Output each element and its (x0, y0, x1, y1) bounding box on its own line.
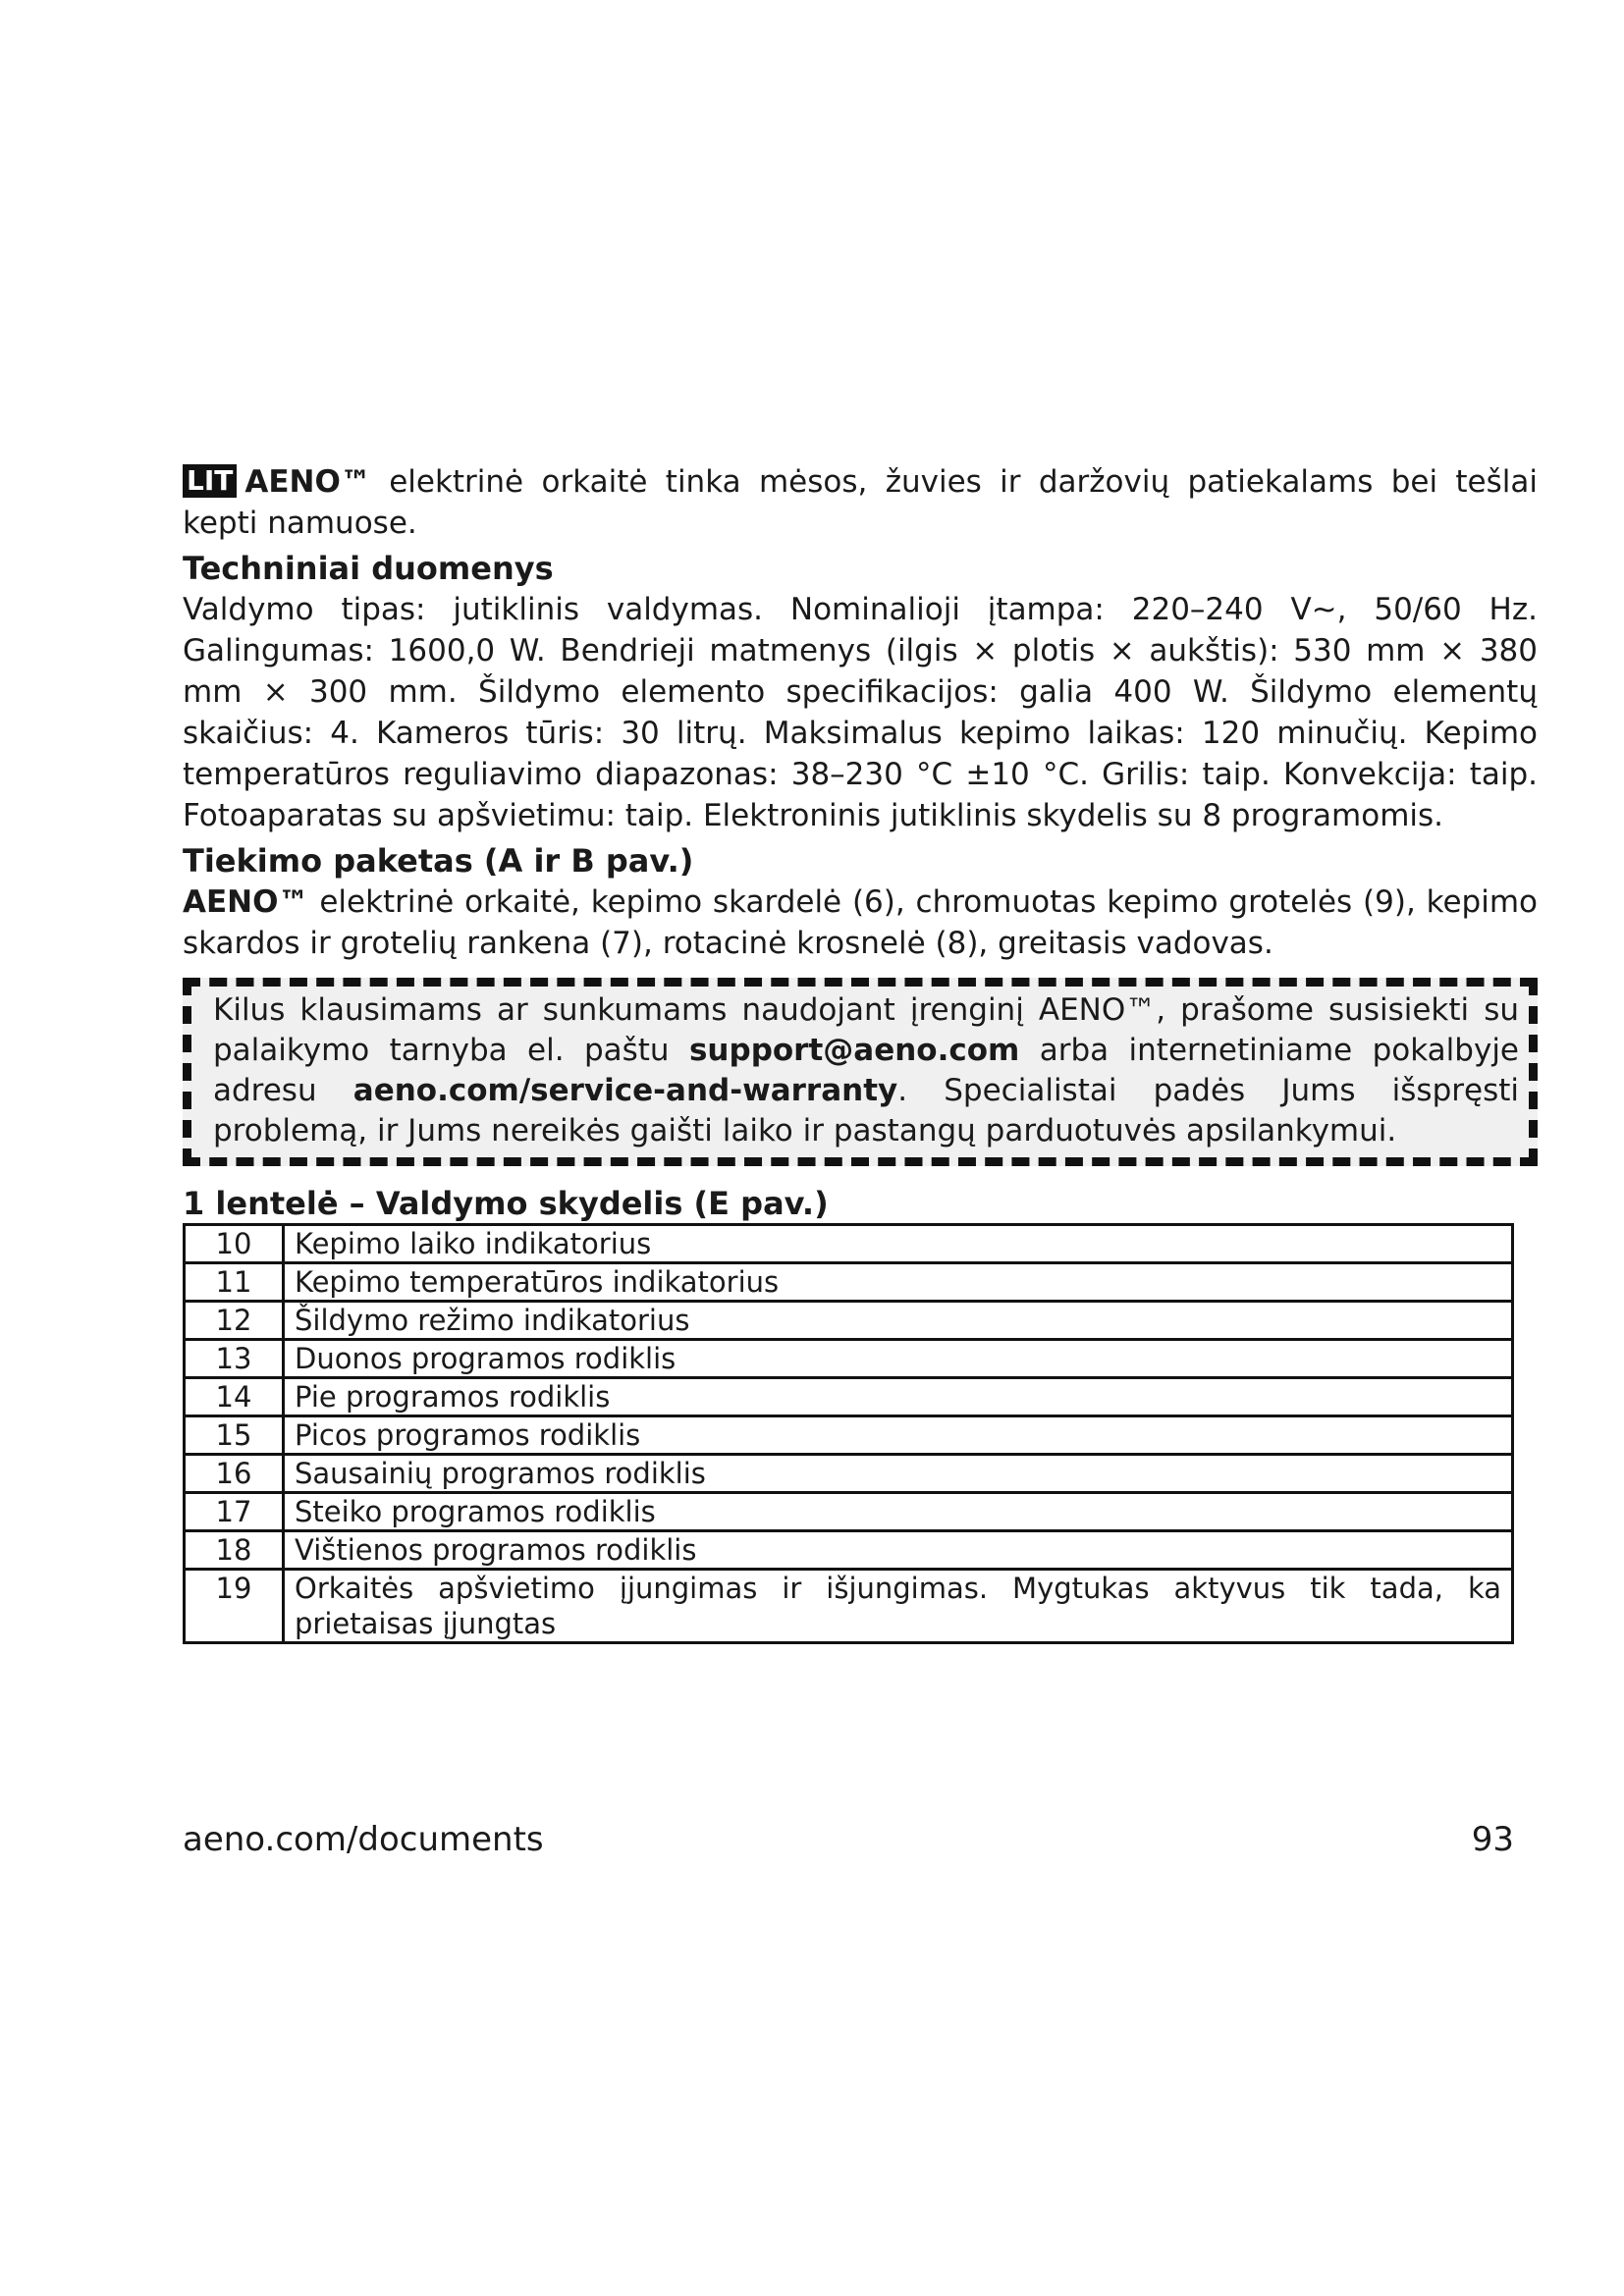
support-email-link[interactable]: support@aeno.com (688, 1033, 1020, 1068)
intro-paragraph (183, 461, 1538, 544)
notice-text-1: Kilus klausimams ar sunkumams naudojant įrenginį AENO™, prašome susisiekti su palaikymo tarnyba el. paštu (213, 992, 1519, 1068)
row-number: 10 (185, 1225, 284, 1263)
notice-text (213, 990, 1519, 1151)
package-text: elektrinė orkaitė, kepimo skardelė (6), chromuotas kepimo grotelės (9), kepimo skardos ir grotelių rankena (7), rotacinė krosnelė (8), greitasis vadovas. (183, 884, 1539, 961)
control-panel-table (183, 1223, 1514, 1644)
intro-brand: AENO™ (244, 464, 371, 500)
table-row (185, 1416, 1513, 1455)
table-row (185, 1455, 1513, 1493)
row-description: Šildymo režimo indikatorius (284, 1302, 1513, 1340)
row-number: 15 (185, 1416, 284, 1455)
row-number: 14 (185, 1378, 284, 1416)
specs-text: Valdymo tipas: jutiklinis valdymas. Nominalioji įtampa: 220–240 V~, 50/60 Hz. Galingumas: 1600,0 W. Bendrieji matmenys (ilgis × plotis × aukštis): 530 mm × 380 mm × 300 mm. Šildymo elemento specifikacijos: galia 400 W. Šildymo elementų skaičius: 4. Kameros tūris: 30 litrų. Maksimalus kepimo laikas: 120 minučių. Kepimo temperatūros reguliavimo diapazonas: 38–230 °C ±10 °C. Grilis: taip. Konvekcija: taip. Fotoaparatas su apšvietimu: taip. Elektroninis jutiklinis skydelis su 8 programomis. (183, 592, 1538, 833)
notice-text-3: . Specialistai padės Jums išspręsti problemą, ir Jums nereikės gaišti laiko ir pastangų parduotuvės apsilankymui. (213, 1073, 1519, 1148)
table-row (185, 1340, 1513, 1378)
support-notice (183, 978, 1538, 1166)
row-description: Kepimo laiko indikatorius (284, 1225, 1513, 1263)
row-description: Vištienos programos rodiklis (284, 1531, 1513, 1570)
package-paragraph (183, 881, 1538, 964)
row-description: Pie programos rodiklis (284, 1378, 1513, 1416)
row-number: 13 (185, 1340, 284, 1378)
row-description: Duonos programos rodiklis (284, 1340, 1513, 1378)
row-number: 16 (185, 1455, 284, 1493)
notice-text-2: arba internetiniame pokalbyje adresu (213, 1033, 1519, 1108)
row-number: 17 (185, 1493, 284, 1531)
package-heading: Tiekimo paketas (A ir B pav.) (183, 842, 694, 880)
page-number: 93 (1471, 1820, 1514, 1859)
service-url-link[interactable]: aeno.com/service-and-warranty (352, 1073, 898, 1108)
row-description: Sausainių programos rodiklis (284, 1455, 1513, 1493)
table-row (185, 1570, 1513, 1643)
row-number: 12 (185, 1302, 284, 1340)
row-number: 18 (185, 1531, 284, 1570)
package-brand: AENO™ (183, 884, 309, 920)
footer-url[interactable]: aeno.com/documents (183, 1820, 544, 1859)
page-content (183, 461, 1538, 1644)
specs-heading: Techniniai duomenys (183, 550, 554, 587)
table-row (185, 1378, 1513, 1416)
table-row (185, 1225, 1513, 1263)
language-badge: LIT (183, 464, 237, 498)
row-number: 11 (185, 1263, 284, 1302)
intro-text: elektrinė orkaitė tinka mėsos, žuvies ir daržovių patiekalams bei tešlai kepti namuose. (183, 464, 1539, 541)
table-row (185, 1302, 1513, 1340)
row-description: Orkaitės apšvietimo įjungimas ir išjungimas. Mygtukas aktyvus tik tada, ka prietaisas įjungtas (284, 1570, 1513, 1643)
table-row (185, 1493, 1513, 1531)
table-row (185, 1531, 1513, 1570)
table-title: 1 lentelė – Valdymo skydelis (E pav.) (183, 1185, 829, 1222)
row-number: 19 (185, 1570, 284, 1643)
table-row (185, 1263, 1513, 1302)
row-description: Kepimo temperatūros indikatorius (284, 1263, 1513, 1302)
row-description: Picos programos rodiklis (284, 1416, 1513, 1455)
row-description: Steiko programos rodiklis (284, 1493, 1513, 1531)
